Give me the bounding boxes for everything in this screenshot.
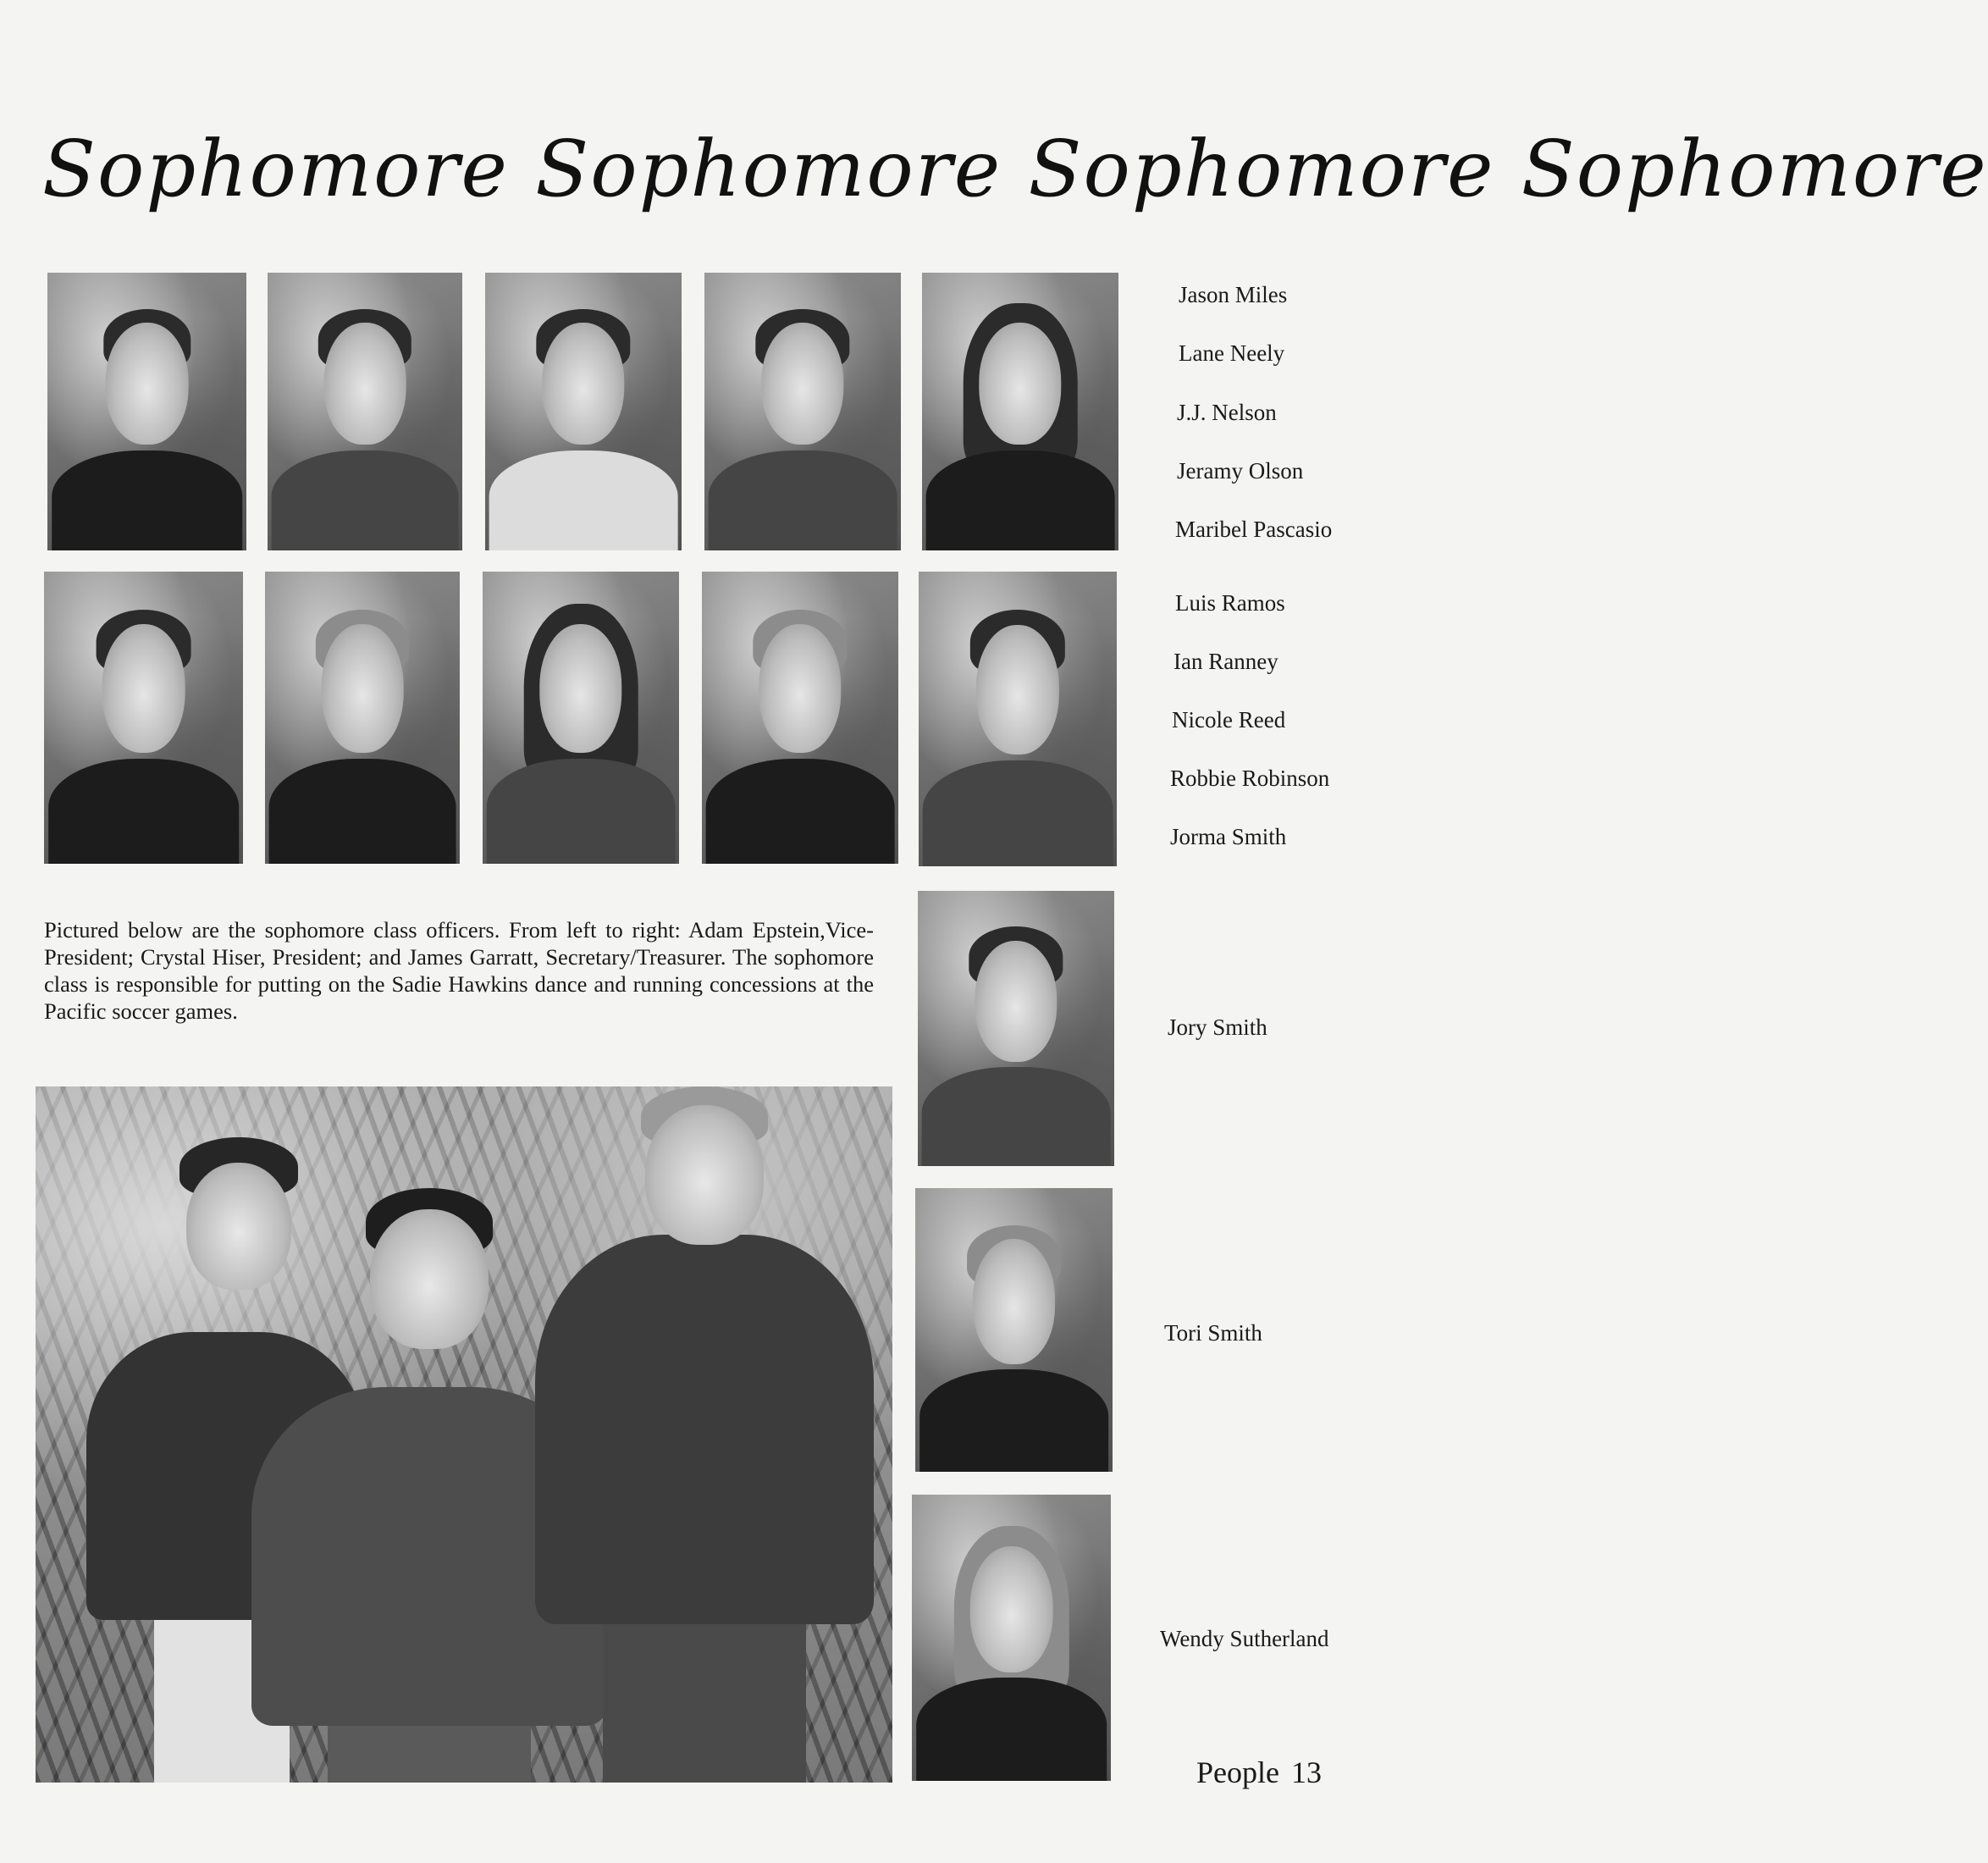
portrait-jeramy-olson: [704, 273, 901, 550]
name-wendy-sutherland: Wendy Sutherland: [1160, 1626, 1329, 1651]
portrait-maribel-pascasio: [922, 273, 1118, 550]
page-number: 13: [1290, 1755, 1322, 1789]
portrait-jory-smith: [918, 891, 1114, 1166]
name-luis-ramos: Luis Ramos: [1175, 590, 1285, 616]
portrait-wendy-sutherland: [912, 1495, 1111, 1781]
portrait-jorma-smith: [919, 572, 1117, 866]
name-jory-smith: Jory Smith: [1168, 1014, 1267, 1040]
officers-caption: Pictured below are the sophomore class officers. From left to right: Adam Epstein,Vice-President; Crystal Hiser, President; and James Garratt, Secretary/Treasurer. The sophomore class is responsible for putting on the Sadie Hawkins dance and running concessions at the Pacific soccer games.: [44, 917, 874, 1024]
name-ian-ranney: Ian Ranney: [1173, 649, 1278, 674]
portrait-jj-nelson: [485, 273, 682, 550]
officer-figure-right: [535, 1086, 874, 1783]
name-jeramy-olson: Jeramy Olson: [1177, 458, 1304, 484]
name-tori-smith: Tori Smith: [1164, 1320, 1262, 1346]
name-nicole-reed: Nicole Reed: [1172, 707, 1286, 732]
footer-section: People: [1196, 1755, 1279, 1789]
name-jason-miles: Jason Miles: [1179, 282, 1288, 307]
portrait-lane-neely: [268, 273, 462, 550]
portrait-jason-miles: [47, 273, 246, 550]
name-jj-nelson: J.J. Nelson: [1177, 400, 1277, 425]
name-maribel-pascasio: Maribel Pascasio: [1175, 517, 1333, 542]
portrait-robbie-robinson: [702, 572, 898, 864]
portrait-ian-ranney: [265, 572, 460, 864]
portrait-nicole-reed: [483, 572, 679, 864]
portrait-luis-ramos: [44, 572, 243, 864]
page-title: Sophomore Sophomore Sophomore Sophomore: [42, 124, 1988, 214]
name-lane-neely: Lane Neely: [1179, 340, 1285, 366]
name-jorma-smith: Jorma Smith: [1170, 824, 1287, 849]
name-robbie-robinson: Robbie Robinson: [1170, 766, 1330, 791]
page-footer: [1196, 1755, 1322, 1790]
portrait-tori-smith: [915, 1188, 1113, 1472]
class-officers-photo: [36, 1086, 892, 1783]
